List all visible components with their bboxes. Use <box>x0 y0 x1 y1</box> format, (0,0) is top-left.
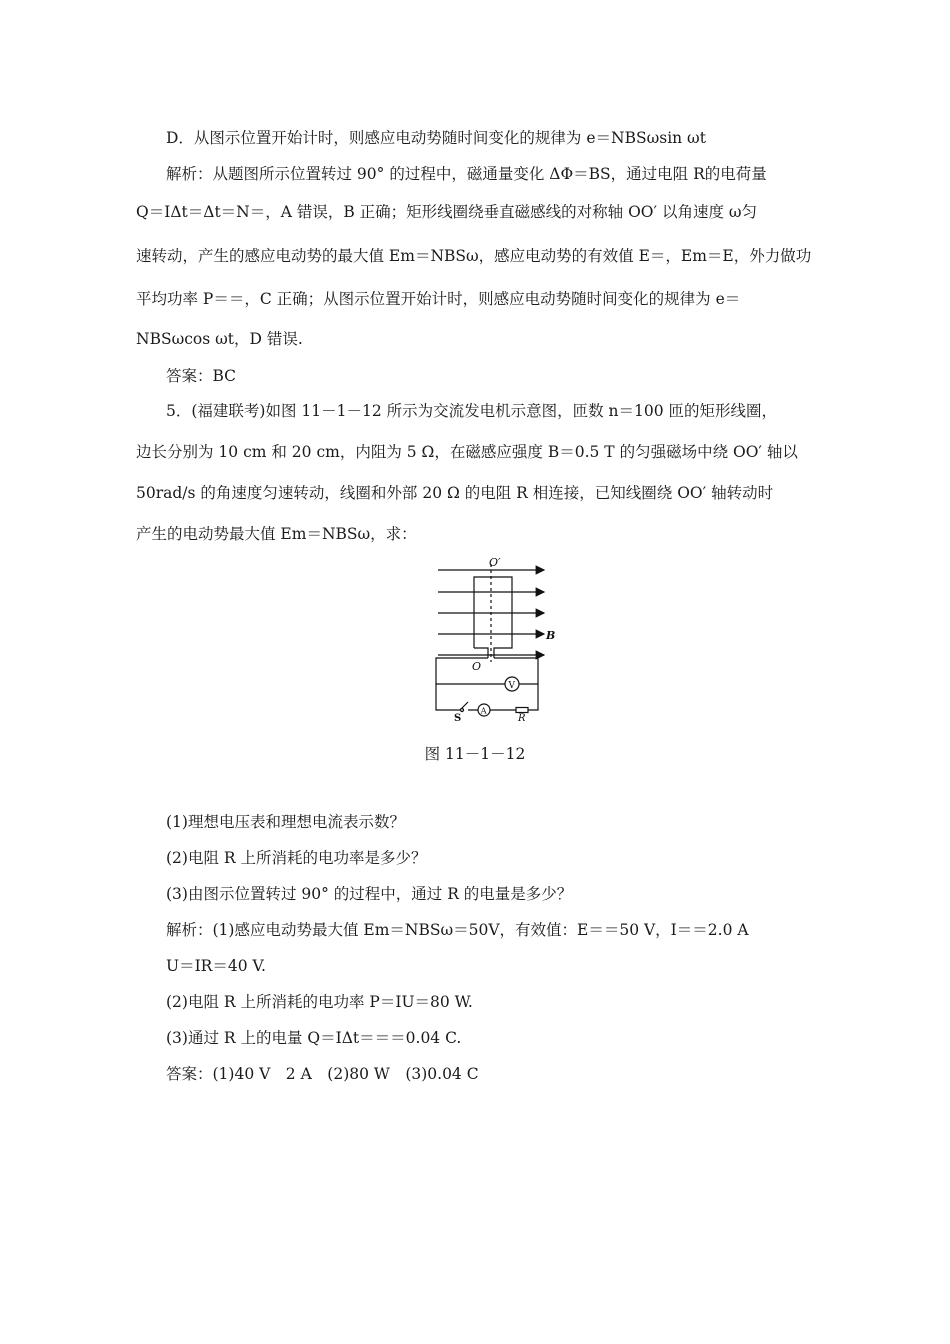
solution-line: U＝IR＝40 V. <box>166 957 266 975</box>
generator-diagram <box>428 552 558 724</box>
question-5-stem: 边长分别为 10 cm 和 20 cm，内阻为 5 Ω，在磁感应强度 B＝0.5 T 的匀强磁场中绕 OO′ 轴以 <box>136 443 798 461</box>
solution-line: (3)通过 R 上的电量 Q＝IΔt＝＝＝0.04 C. <box>166 1029 462 1047</box>
solution-line: 速转动，产生的感应电动势的最大值 Em＝NBSω，感应电动势的有效值 E＝，Em＝E，外力做功 <box>136 247 812 265</box>
label-v: V <box>508 681 515 691</box>
sub-question: (2)电阻 R 上所消耗的电功率是多少？ <box>166 849 427 867</box>
label-o-prime: O′ <box>489 556 501 569</box>
solution-line: NBSωcos ωt，D 错误. <box>136 330 303 348</box>
label-o: O <box>472 660 482 673</box>
label-b: B <box>546 629 556 642</box>
answer-line: 答案：(1)40 V 2 A (2)80 W (3)0.04 C <box>166 1065 479 1083</box>
solution-line: Q＝IΔt＝Δt＝N＝，A 错误，B 正确；矩形线圈绕垂直磁感线的对称轴 OO′ 以角速度 ω匀 <box>136 203 758 221</box>
coil <box>474 577 512 658</box>
circuit-wire <box>436 658 538 684</box>
question-5-stem: 产生的电动势最大值 Em＝NBSω，求： <box>136 525 417 543</box>
answer-line: 答案：BC <box>166 367 237 385</box>
solution-line: 平均功率 P＝＝，C 正确；从图示位置开始计时，则感应电动势随时间变化的规律为 e＝ <box>136 290 741 308</box>
solution-line: 解析：从题图所示位置转过 90° 的过程中，磁通量变化 ΔΦ＝BS，通过电阻 R的电荷量 <box>166 165 767 183</box>
switch-contact <box>461 709 464 712</box>
option-d: D．从图示位置开始计时，则感应电动势随时间变化的规律为 e＝NBSωsin ωt <box>166 129 706 147</box>
label-a: A <box>480 706 487 717</box>
sub-question: (3)由图示位置转过 90° 的过程中，通过 R 的电量是多少？ <box>166 885 573 903</box>
figure-caption: 图 11－1－12 <box>424 745 526 763</box>
label-r: R <box>518 713 526 724</box>
question-5-stem: 50rad/s 的角速度匀速转动，线圈和外部 20 Ω 的电阻 R 相连接，已知线圈绕 OO′ 轴转动时 <box>136 484 774 502</box>
question-5-stem: 5．(福建联考)如图 11－1－12 所示为交流发电机示意图，匝数 n＝100 匝的矩形线圈， <box>166 402 778 420</box>
label-s: S <box>454 713 462 724</box>
sub-question: (1)理想电压表和理想电流表示数？ <box>166 813 405 831</box>
solution-line: (2)电阻 R 上所消耗的电功率 P＝IU＝80 W. <box>166 993 473 1011</box>
solution-line: 解析：(1)感应电动势最大值 Em＝NBSω＝50V，有效值：E＝＝50 V，I＝＝2.0 A <box>166 921 749 939</box>
resistor <box>516 708 528 713</box>
